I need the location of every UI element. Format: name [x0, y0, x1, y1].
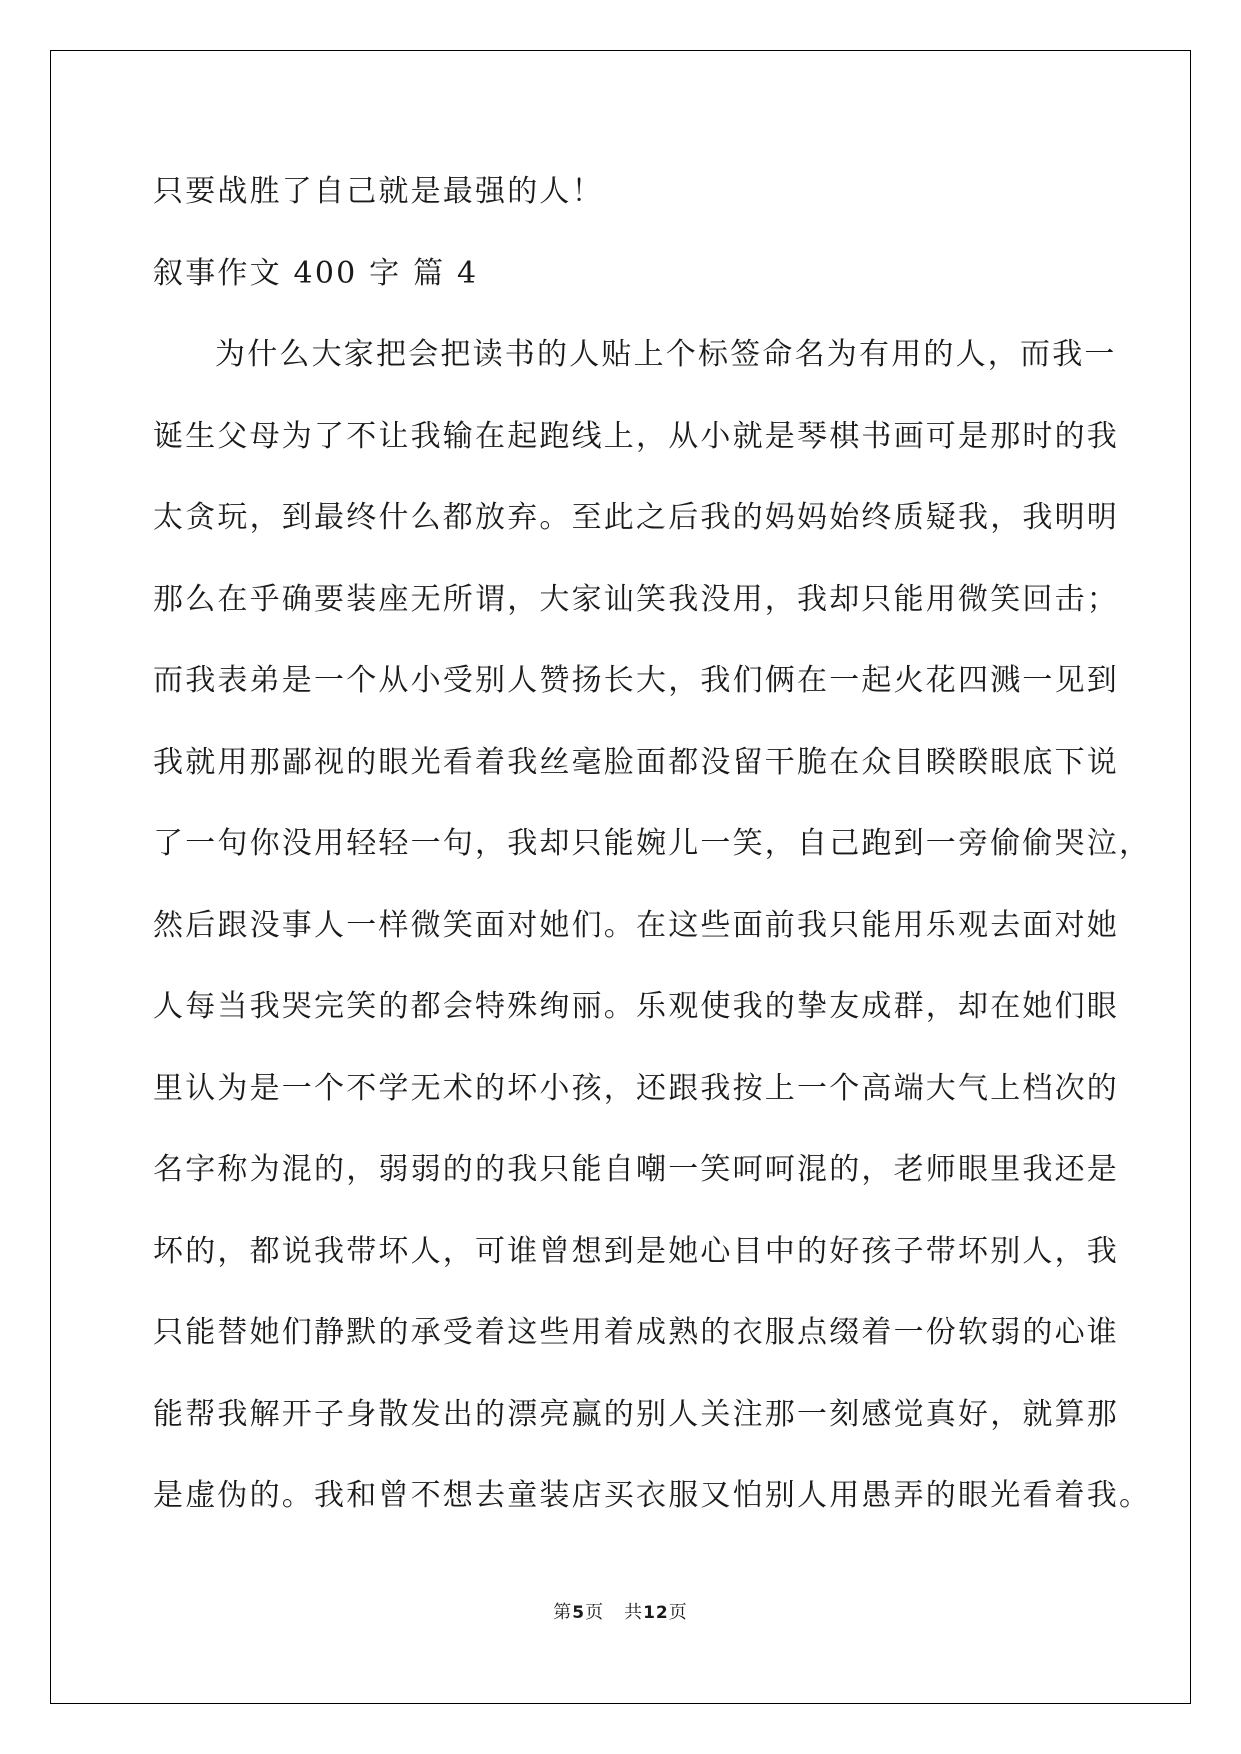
text-line: 而我表弟是一个从小受别人赞扬长大，我们俩在一起火花四溅一见到: [153, 663, 1119, 698]
page-prefix: 第: [553, 1602, 573, 1623]
total-prefix: 共: [624, 1602, 644, 1623]
text-line: 只要战胜了自己就是最强的人！: [153, 174, 604, 209]
text-line: 了一句你没用轻轻一句，我却只能婉儿一笑，自己跑到一旁偷偷哭泣，: [153, 826, 1152, 861]
text-line: 坏的，都说我带坏人，可谁曾想到是她心目中的好孩子带坏别人，我: [153, 1233, 1119, 1269]
page-footer: [0, 1598, 1241, 1624]
text-line: 人每当我哭完笑的都会特殊绚丽。乐观使我的挚友成群，却在她们眼: [153, 989, 1119, 1024]
total-pages: 12: [643, 1603, 669, 1623]
text-line: 我就用那鄙视的眼光看着我丝毫脸面都没留干脆在众目睽睽眼底下说: [153, 744, 1119, 780]
page-suffix: 页: [585, 1602, 605, 1623]
text-line: 太贪玩，到最终什么都放弃。至此之后我的妈妈始终质疑我，我明明: [153, 500, 1119, 535]
text-line: 诞生父母为了不让我输在起跑线上，从小就是琴棋书画可是那时的我: [153, 418, 1119, 454]
page-number: 5: [572, 1603, 586, 1623]
text-line: 能帮我解开子身散发出的漂亮赢的别人关注那一刻感觉真好，就算那: [153, 1396, 1119, 1432]
text-line: 那么在乎确要装座无所谓，大家讪笑我没用，我却只能用微笑回击；: [153, 581, 1119, 617]
text-line: 然后跟没事人一样微笑面对她们。在这些面前我只能用乐观去面对她: [153, 907, 1119, 943]
document-body: [153, 168, 1152, 1554]
text-line: 只能替她们静默的承受着这些用着成熟的衣服点缀着一份软弱的心谁: [153, 1315, 1119, 1350]
total-suffix: 页: [668, 1602, 688, 1623]
text-line: 是虚伪的。我和曾不想去童装店买衣服又怕别人用愚弄的眼光看着我。: [153, 1478, 1152, 1513]
section-heading: 叙事作文 400 字 篇 4: [153, 255, 479, 291]
text-line: 里认为是一个不学无术的坏小孩，还跟我按上一个高端大气上档次的: [153, 1070, 1119, 1106]
text-line: 名字称为混的，弱弱的的我只能自嘲一笑呵呵混的，老师眼里我还是: [153, 1152, 1119, 1187]
paragraph-first-line: 为什么大家把会把读书的人贴上个标签命名为有用的人，而我一: [215, 337, 1117, 372]
